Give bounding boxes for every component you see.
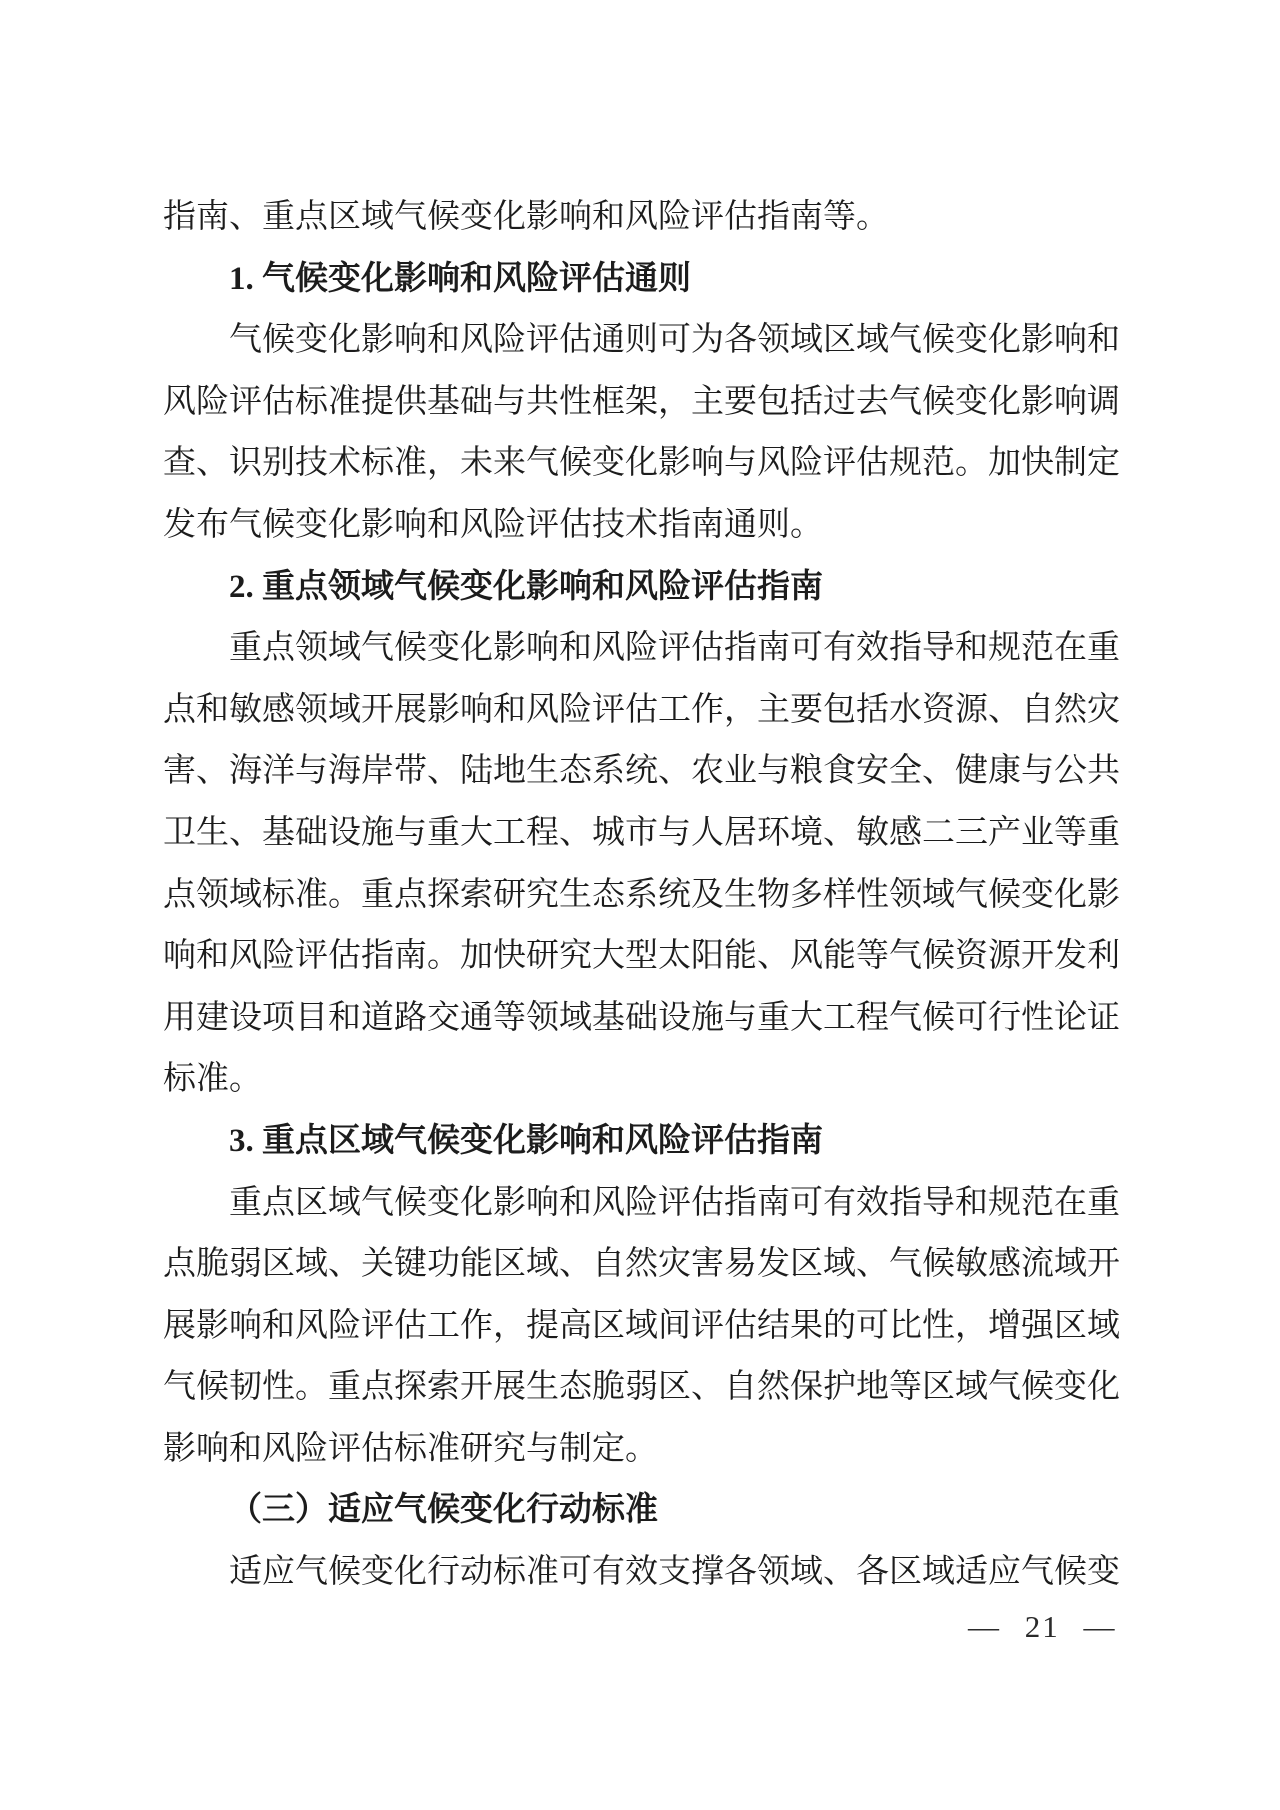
section-heading-1: 1. 气候变化影响和风险评估通则 (229, 260, 691, 297)
section-heading-4: （三）适应气候变化行动标准 (229, 1492, 658, 1529)
body-line: 影响和风险评估标准研究与制定。 (163, 1430, 658, 1467)
body-line: 展影响和风险评估工作，提高区域间评估结果的可比性，增强区域 (163, 1307, 1120, 1344)
body-line: 气候变化影响和风险评估通则可为各领域区域气候变化影响和 (229, 322, 1120, 359)
body-line: 点脆弱区域、关键功能区域、自然灾害易发区域、气候敏感流域开 (163, 1246, 1120, 1283)
body-line: 发布气候变化影响和风险评估技术指南通则。 (163, 506, 823, 543)
body-line: 卫生、基础设施与重大工程、城市与人居环境、敏感二三产业等重 (163, 814, 1120, 851)
body-line: 害、海洋与海岸带、陆地生态系统、农业与粮食安全、健康与公共 (163, 753, 1120, 790)
body-line: 点和敏感领域开展影响和风险评估工作，主要包括水资源、自然灾 (163, 691, 1120, 728)
body-line: 指南、重点区域气候变化影响和风险评估指南等。 (163, 199, 889, 235)
body-line: 点领域标准。重点探索研究生态系统及生物多样性领域气候变化影 (163, 876, 1120, 913)
body-line: 适应气候变化行动标准可有效支撑各领域、各区域适应气候变 (229, 1554, 1120, 1591)
body-line: 气候韧性。重点探索开展生态脆弱区、自然保护地等区域气候变化 (163, 1369, 1120, 1406)
body-line: 用建设项目和道路交通等领域基础设施与重大工程气候可行性论证 (163, 999, 1120, 1036)
body-line: 查、识别技术标准，未来气候变化影响与风险评估规范。加快制定 (163, 445, 1120, 482)
section-heading-2: 2. 重点领域气候变化影响和风险评估指南 (229, 568, 823, 605)
body-line: 重点领域气候变化影响和风险评估指南可有效指导和规范在重 (229, 630, 1120, 667)
body-line: 响和风险评估指南。加快研究大型太阳能、风能等气候资源开发利 (163, 938, 1120, 975)
document-text-block (163, 187, 1123, 1604)
body-line: 重点区域气候变化影响和风险评估指南可有效指导和规范在重 (229, 1184, 1120, 1221)
page-number: — 21 — (968, 1609, 1117, 1644)
section-heading-3: 3. 重点区域气候变化影响和风险评估指南 (229, 1122, 823, 1159)
body-line: 标准。 (163, 1061, 262, 1098)
body-line: 风险评估标准提供基础与共性框架，主要包括过去气候变化影响调 (163, 383, 1120, 420)
